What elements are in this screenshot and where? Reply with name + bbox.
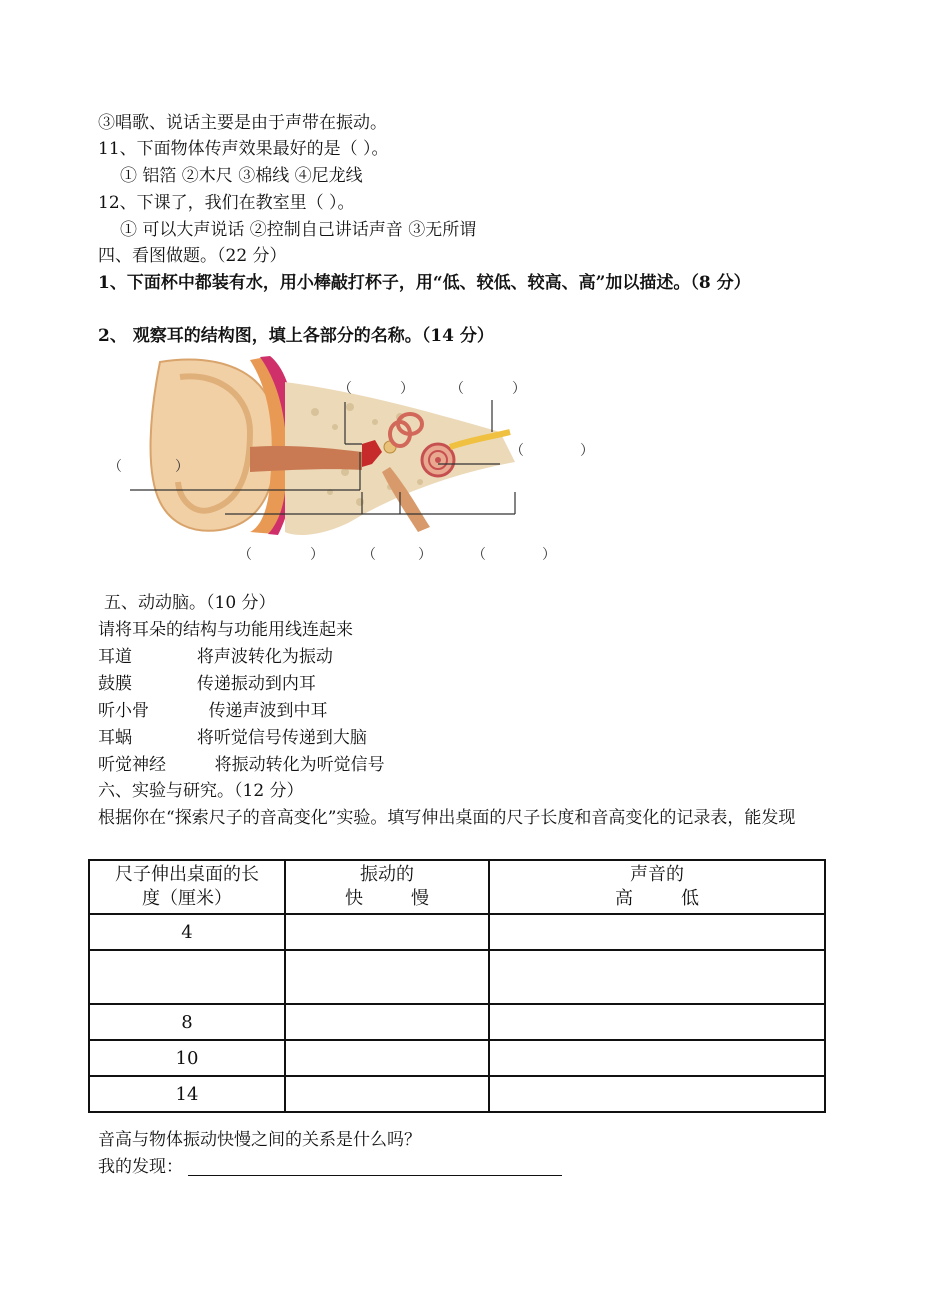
length-cell[interactable] xyxy=(89,950,285,1004)
section-5-heading: 五、动动脑。（10 分） xyxy=(104,593,276,613)
vibration-cell[interactable] xyxy=(285,1076,489,1112)
vibration-cell[interactable] xyxy=(285,950,489,1004)
match-row-4: 耳蜗 将听觉信号传递到大脑 xyxy=(98,728,367,748)
section-6-instruction: 根据你在“探索尺子的音高变化”实验。填写伸出桌面的尺子长度和音高变化的记录表，能发现 xyxy=(98,808,796,828)
section-6-heading: 六、实验与研究。（12 分） xyxy=(98,781,304,801)
header-pitch xyxy=(489,860,825,914)
length-cell: 10 xyxy=(89,1040,285,1076)
vibration-cell[interactable] xyxy=(285,1040,489,1076)
header-text: 尺子伸出桌面的长 xyxy=(115,864,259,885)
question-12: 12、下课了，我们在教室里（ ）。 xyxy=(98,193,355,213)
pitch-cell[interactable] xyxy=(489,914,825,950)
length-cell: 4 xyxy=(89,914,285,950)
label-slot-open: （ xyxy=(450,381,464,397)
label-slot-close: ） xyxy=(580,443,594,459)
length-cell: 8 xyxy=(89,1004,285,1040)
section-4-question-1: 1、下面杯中都装有水，用小棒敲打杯子，用“低、较低、较高、高”加以描述。（8 分） xyxy=(98,273,751,293)
section-5-instruction: 请将耳朵的结构与功能用线连起来 xyxy=(98,620,353,640)
header-ruler-length xyxy=(89,860,285,914)
table-row xyxy=(89,914,825,950)
label-slot-close: ） xyxy=(175,459,189,475)
label-slot-close: ） xyxy=(418,547,432,563)
vibration-cell[interactable] xyxy=(285,914,489,950)
match-row-5: 听觉神经 将振动转化为听觉信号 xyxy=(98,755,385,775)
table-row xyxy=(89,1004,825,1040)
question-11-options: ① 铝箔 ②木尺 ③棉线 ④尼龙线 xyxy=(120,166,363,186)
label-slot-open: （ xyxy=(108,459,122,475)
section-4-question-2: 2、 观察耳的结构图，填上各部分的名称。（14 分） xyxy=(98,326,494,346)
label-slot-open: （ xyxy=(338,381,352,397)
label-slot-open: （ xyxy=(362,547,376,563)
match-row-2: 鼓膜 传递振动到内耳 xyxy=(98,674,316,694)
statement-3: ③唱歌、说话主要是由于声带在振动。 xyxy=(98,113,387,133)
table-row xyxy=(89,950,825,1004)
label-slot-close: ） xyxy=(310,547,324,563)
pitch-cell[interactable] xyxy=(489,1076,825,1112)
header-text: 高 xyxy=(615,888,633,909)
table-row xyxy=(89,1040,825,1076)
question-11: 11、下面物体传声效果最好的是（ ）。 xyxy=(98,139,389,159)
header-text: 度（厘米） xyxy=(142,888,232,909)
pitch-cell[interactable] xyxy=(489,1004,825,1040)
finding-label: 我的发现： xyxy=(98,1157,183,1177)
label-slot-open: （ xyxy=(472,547,486,563)
match-row-3: 听小骨 传递声波到中耳 xyxy=(98,701,328,721)
pitch-cell[interactable] xyxy=(489,1040,825,1076)
header-text: 声音的 xyxy=(630,864,684,885)
relationship-question: 音高与物体振动快慢之间的关系是什么吗？ xyxy=(98,1130,421,1150)
question-12-options: ① 可以大声说话 ②控制自己讲话声音 ③无所谓 xyxy=(120,220,477,240)
match-row-1: 耳道 将声波转化为振动 xyxy=(98,647,333,667)
label-slot-close: ） xyxy=(542,547,556,563)
record-table xyxy=(88,859,826,1113)
header-text: 低 xyxy=(681,888,699,909)
label-slot-open: （ xyxy=(510,443,524,459)
length-cell: 14 xyxy=(89,1076,285,1112)
pitch-cell[interactable] xyxy=(489,950,825,1004)
table-header-row xyxy=(89,860,825,914)
header-text: 振动的 xyxy=(360,864,414,885)
table-row xyxy=(89,1076,825,1112)
finding-answer-line[interactable] xyxy=(188,1175,562,1176)
header-text: 快 xyxy=(345,888,363,909)
label-slot-open: （ xyxy=(238,547,252,563)
label-slot-close: ） xyxy=(400,381,414,397)
header-vibration xyxy=(285,860,489,914)
ear-structure-diagram xyxy=(100,352,600,567)
label-slot-close: ） xyxy=(512,381,526,397)
header-text: 慢 xyxy=(411,888,429,909)
section-4-heading: 四、看图做题。（22 分） xyxy=(98,246,287,266)
vibration-cell[interactable] xyxy=(285,1004,489,1040)
